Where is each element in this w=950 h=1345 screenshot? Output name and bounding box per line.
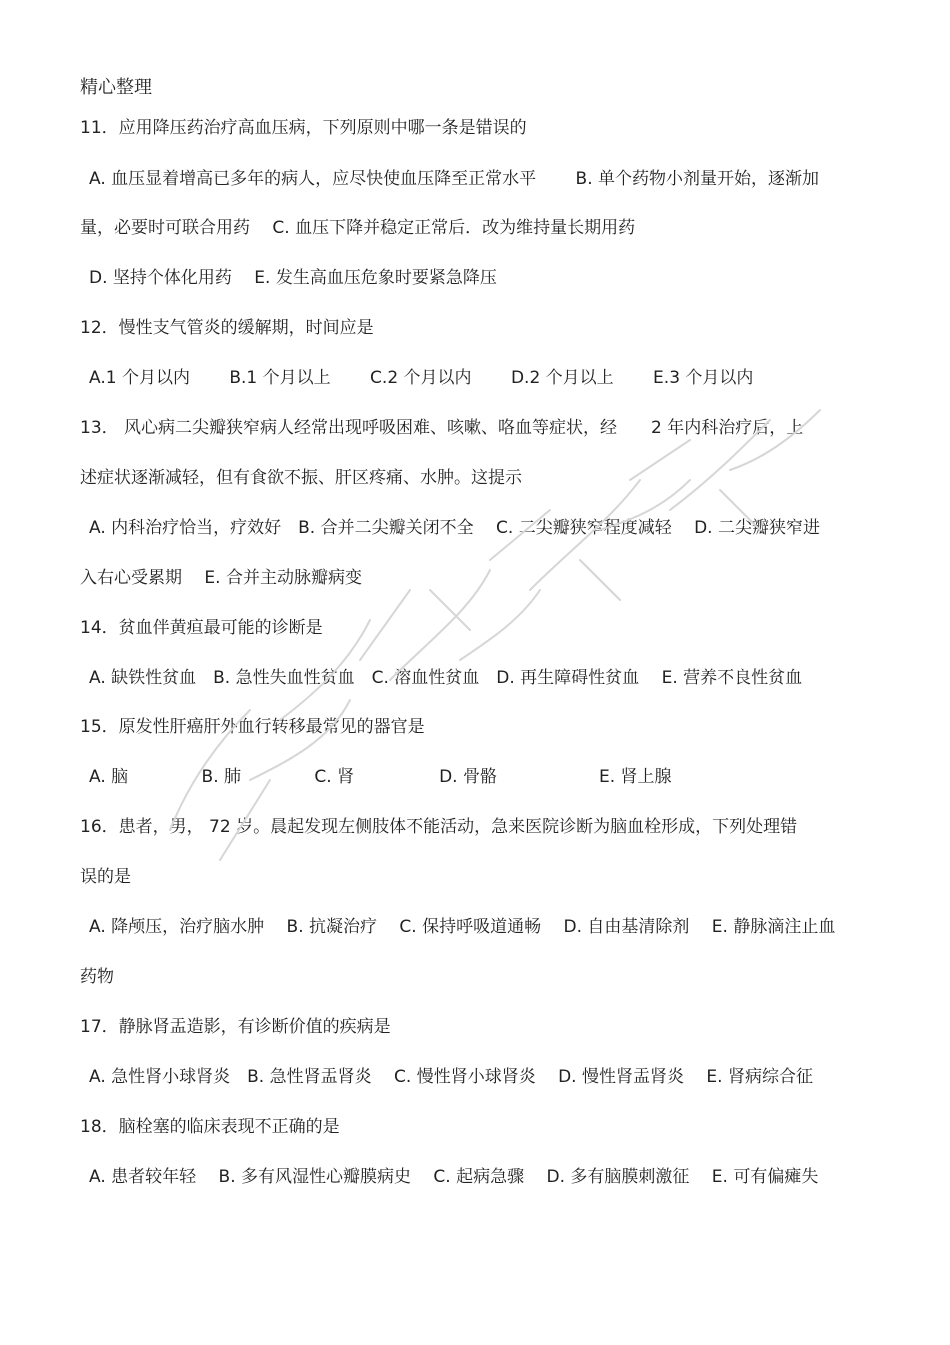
options-16: A. 降颅压，治疗脑水肿 B. 抗凝治疗 C. 保持呼吸道通畅 D. 自由基清除剂 E. 静脉滴注止血 [89,917,836,937]
options-11-cont: 量，必要时可联合用药 C. 血压下降并稳定正常后．改为维持量长期用药 [80,218,636,238]
options-17: A. 急性肾小球肾炎 B. 急性肾盂肾炎 C. 慢性肾小球肾炎 D. 慢性肾盂肾炎 E. 肾病综合征 [89,1067,813,1087]
options-11-a-b: A. 血压显着增高已多年的病人，应尽快使血压降至正常水平 B. 单个药物小剂量开始，逐渐加 [89,169,820,189]
question-11: 11．应用降压药治疗高血压病，下列原则中哪一条是错误的 [80,118,527,138]
question-16-cont: 误的是 [80,867,131,887]
options-12: A.1 个月以内 B.1 个月以上 C.2 个月以内 D.2 个月以上 E.3 个月以内 [89,368,754,388]
options-14: A. 缺铁性贫血 B. 急性失血性贫血 C. 溶血性贫血 D. 再生障碍性贫血 E. 营养不良性贫血 [89,668,803,688]
options-13: A. 内科治疗恰当，疗效好 B. 合并二尖瓣关闭不全 C. 二尖瓣狭窄程度减轻 D. 二尖瓣狭窄进 [89,518,820,538]
question-13-cont: 述症状逐渐减轻，但有食欲不振、肝区疼痛、水肿。这提示 [80,468,522,488]
question-16: 16．患者，男， 72 岁。晨起发现左侧肢体不能活动，急来医院诊断为脑血栓形成，下列处理错 [80,817,798,837]
question-15: 15．原发性肝癌肝外血行转移最常见的器官是 [80,717,425,737]
options-13-cont: 入右心受累期 E. 合并主动脉瓣病变 [80,568,362,588]
options-18: A. 患者较年轻 B. 多有风湿性心瓣膜病史 C. 起病急骤 D. 多有脑膜刺激征 E. 可有偏瘫失 [89,1167,819,1187]
options-11-d-e: D. 坚持个体化用药 E. 发生高血压危象时要紧急降压 [89,268,497,288]
question-12: 12．慢性支气管炎的缓解期，时间应是 [80,318,374,338]
page-header: 精心整理 [80,77,152,98]
question-14: 14．贫血伴黄疸最可能的诊断是 [80,618,323,638]
question-13: 13． 风心病二尖瓣狭窄病人经常出现呼吸困难、咳嗽、咯血等症状，经 2 年内科治疗后，上 [80,418,804,438]
options-16-cont: 药物 [80,967,114,987]
options-15: A. 脑 B. 肺 C. 肾 D. 骨骼 E. 肾上腺 [89,767,672,787]
question-17: 17．静脉肾盂造影，有诊断价值的疾病是 [80,1017,391,1037]
question-18: 18．脑栓塞的临床表现不正确的是 [80,1117,340,1137]
